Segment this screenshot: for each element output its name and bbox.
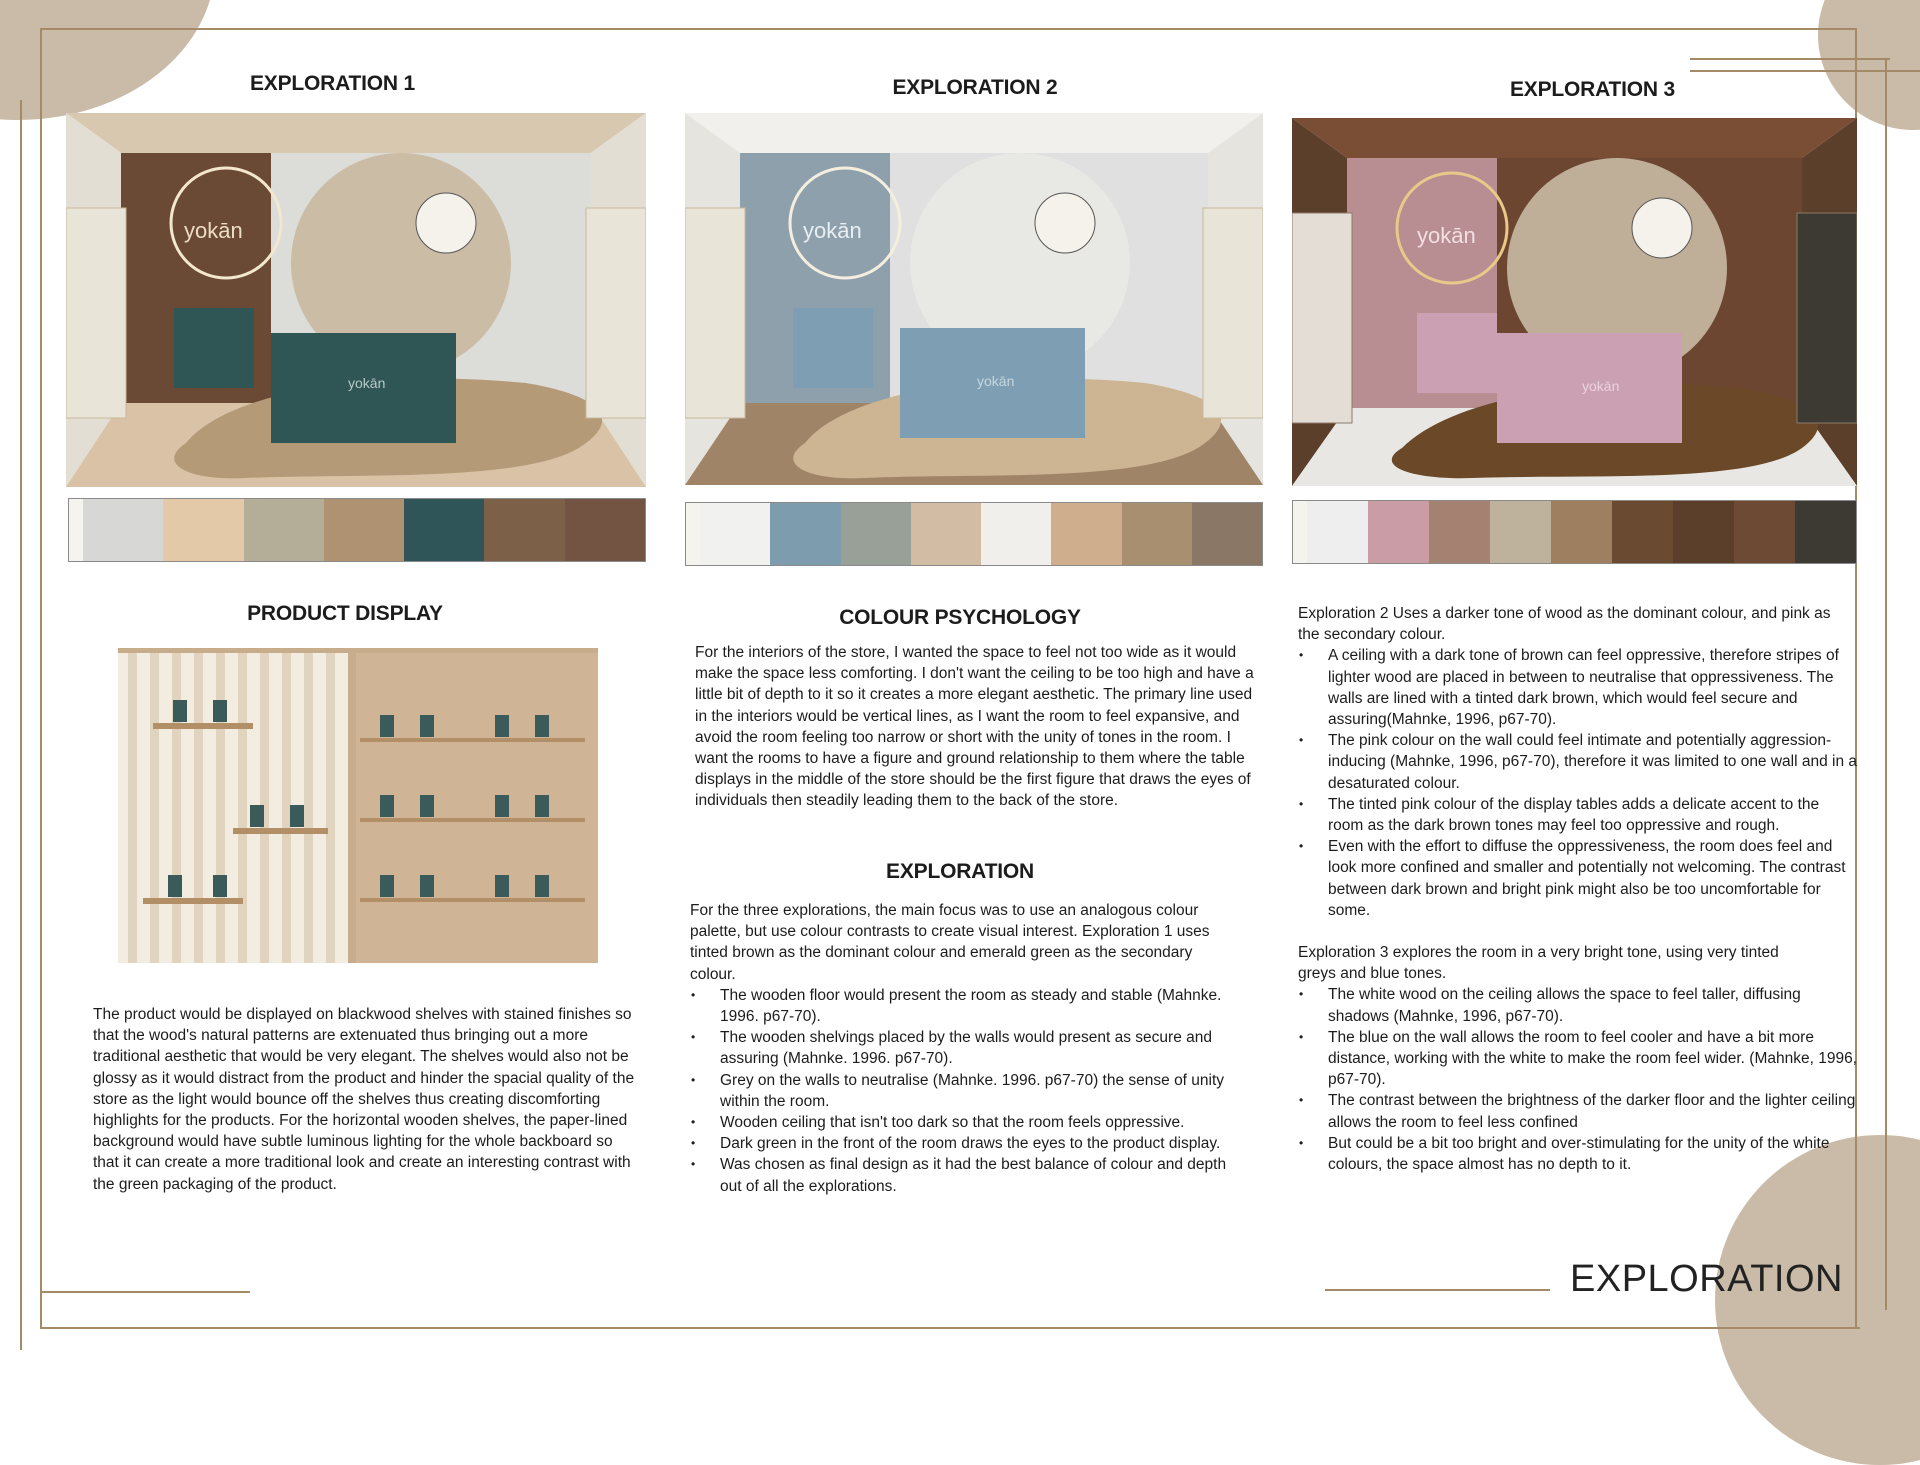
exploration-1-palette-swatch [69, 499, 83, 561]
colour-psychology-title: COLOUR PSYCHOLOGY [839, 606, 1081, 629]
ceiling [1292, 118, 1857, 158]
store-render-1 [66, 113, 646, 487]
wall-brand-text: yokān [803, 218, 862, 243]
exploration-3-palette-swatch [1429, 501, 1490, 563]
store-render-2 [685, 113, 1263, 485]
small-counter [793, 308, 873, 388]
exploration-3-title: EXPLORATION 3 [1509, 78, 1676, 101]
exploration-1-palette-swatch [83, 499, 163, 561]
footer-exploration-title: EXPLORATION [1570, 1258, 1843, 1300]
exploration-2-bullet-item: • The pink colour on the wall could feel intimate and potentially aggression-inducing (Mahnke, 1996, p67-70), therefore it was limited to one wall and in a desaturated colour. [1298, 730, 1858, 794]
counter-brand-text: yokān [977, 373, 1015, 389]
frame-bottom-right-line [1325, 1289, 1550, 1291]
exploration-3-bullet-item: • The contrast between the brightness of the darker floor and the lighter ceiling allows the room to feel less confined [1298, 1090, 1858, 1132]
exploration-3-palette-swatch [1293, 501, 1307, 563]
exploration-bullet-list [690, 985, 1250, 1197]
exploration-3-palette-swatch [1612, 501, 1673, 563]
exploration-3-palette-swatch [1551, 501, 1612, 563]
product-display-title: PRODUCT DISPLAY [247, 602, 443, 625]
exploration-intro: For the three explorations, the main focus was to use an analogous colour palette, but use colour contrasts to create visual interest. Exploration 1 uses tinted brown as the dominant colour and emerald green as the secondary colour. [690, 902, 1210, 983]
store-render-3 [1292, 118, 1857, 486]
exploration-3-palette-swatch [1490, 501, 1551, 563]
exploration-2-palette-swatch [1051, 503, 1121, 565]
frame-left-line [40, 28, 42, 1328]
exploration-bullet-item: • The wooden floor would present the room as steady and stable (Mahnke. 1996. p67-70). [690, 985, 1250, 1027]
exploration-3-bullet-item: • But could be a bit too bright and over-stimulating for the unity of the white colours, the space almost has no depth to it. [1298, 1133, 1858, 1175]
exploration-2-render [685, 113, 1263, 485]
ceiling [66, 113, 646, 153]
exploration-3-palette-swatch [1307, 501, 1368, 563]
left-shelf [66, 208, 126, 418]
exploration-1-palette-swatch [324, 499, 404, 561]
exploration-bullet-item: • Dark green in the front of the room draws the eyes to the product display. [690, 1133, 1250, 1154]
exploration-2-bullet-item: • Even with the effort to diffuse the oppressiveness, the room does feel and look more confined and smaller and potentially not welcoming. The contrast between dark brown and bright pink might also be too uncomfortable for some. [1298, 836, 1858, 921]
exploration-bullet-item: • The wooden shelvings placed by the walls would present as secure and assuring (Mahnke. 1996. p67-70). [690, 1027, 1250, 1069]
exploration-2-colour-palette [685, 502, 1263, 566]
exploration-2-palette-swatch [1192, 503, 1262, 565]
exploration-1-render [66, 113, 646, 487]
exploration-section-title: EXPLORATION [886, 860, 1034, 883]
small-counter [174, 308, 254, 388]
wall-brand-text: yokān [1417, 223, 1476, 248]
frame-top-line-2 [1690, 58, 1890, 60]
exploration-2-palette-swatch [841, 503, 911, 565]
exploration-2-intro: Exploration 2 Uses a darker tone of wood as the dominant colour, and pink as the secondary colour. [1298, 605, 1831, 644]
exploration-2-title: EXPLORATION 2 [892, 76, 1058, 99]
frame-top-line [40, 28, 1855, 30]
counter-brand-text: yokān [348, 375, 386, 391]
exploration-2-palette-swatch [770, 503, 840, 565]
exploration-3-palette-swatch [1734, 501, 1795, 563]
display-ornament [1632, 198, 1692, 258]
exploration-3-intro: Exploration 3 explores the room in a very bright tone, using very tinted greys and blue tones. [1298, 944, 1779, 983]
exploration-bullet-item: • Wooden ceiling that isn't too dark so that the room feels oppressive. [690, 1112, 1250, 1133]
exploration-2-bullet-item: • The tinted pink colour of the display tables adds a delicate accent to the room as the dark brown tones may feel too oppressive and rough. [1298, 794, 1858, 836]
exploration-1-palette-swatch [404, 499, 484, 561]
left-shelf [685, 208, 745, 418]
exploration-bullet-item: • Grey on the walls to neutralise (Mahnke. 1996. p67-70) the sense of unity within the room. [690, 1070, 1250, 1112]
frame-bottom-left-line [40, 1291, 250, 1293]
exploration-1-title: EXPLORATION 1 [249, 72, 416, 95]
counter-brand-text: yokān [1582, 378, 1620, 394]
right-column-text [1298, 603, 1858, 1175]
decor-blob-top-right [1818, 0, 1920, 130]
exploration-3-bullet-item: • The blue on the wall allows the room to feel cooler and have a bit more distance, working with the white to make the room feel wider. (Mahnke, 1996, p67-70). [1298, 1027, 1858, 1091]
display-ornament [1035, 193, 1095, 253]
right-shelf [586, 208, 646, 418]
exploration-bullet-item: • Was chosen as final design as it had the best balance of colour and depth out of all the explorations. [690, 1154, 1250, 1196]
frame-bottom-line [40, 1327, 1860, 1329]
exploration-3-palette-swatch [1795, 501, 1856, 563]
exploration-2-palette-swatch [981, 503, 1051, 565]
exploration-3-render [1292, 118, 1857, 486]
exploration-3-palette-swatch [1673, 501, 1734, 563]
ceiling [685, 113, 1263, 153]
shelf-render [118, 648, 598, 963]
exploration-1-palette-swatch [244, 499, 324, 561]
exploration-3-bullet-list [1298, 984, 1858, 1175]
colour-psychology-text: For the interiors of the store, I wanted the space to feel not too wide as it would make the space less comforting. I don't want the ceiling to be too high and have a little bit of depth to it so it creates a more elegant aesthetic. The primary line used in the interiors would be vertical lines, as I want the room to feel expansive, and avoid the room feeling too narrow or short with the unity of tones in the room. I want the rooms to have a figure and ground relationship to them where the table displays in the middle of the store should be the first figure that draws the eyes of individuals then steadily leading them to the back of the store. [695, 644, 1254, 810]
exploration-2-palette-swatch [700, 503, 770, 565]
exploration-3-palette-swatch [1368, 501, 1429, 563]
right-shelf [1797, 213, 1857, 423]
exploration-3-colour-palette [1292, 500, 1857, 564]
right-shelf [1203, 208, 1263, 418]
exploration-section-body [690, 900, 1250, 1197]
exploration-2-palette-swatch [1122, 503, 1192, 565]
exploration-3-bullet-item: • The white wood on the ceiling allows the space to feel taller, diffusing shadows (Mahnke, 1996, p67-70). [1298, 984, 1858, 1026]
product-display-text: The product would be displayed on blackwood shelves with stained finishes so that the wood's natural patterns are extenuated thus bringing out a more traditional aesthetic that would be very elegant. The shelves would also not be glossy as it would distract from the product and hinder the spacial quality of the store as the light would bounce off the shelves thus creating discomforting highlights for the products. For the horizontal wooden shelves, the paper-lined background would have subtle luminous lighting for the whole backboard so that it can create a more traditional look and create an interesting contrast with the green packaging of the product. [93, 1006, 635, 1193]
frame-left-line-2 [20, 100, 22, 1350]
exploration-2-bullet-list [1298, 645, 1858, 921]
exploration-1-palette-swatch [163, 499, 243, 561]
small-counter [1417, 313, 1497, 393]
display-ornament [416, 193, 476, 253]
exploration-1-palette-swatch [565, 499, 645, 561]
product-display-render [118, 648, 598, 963]
exploration-1-colour-palette [68, 498, 646, 562]
left-shelf [1292, 213, 1352, 423]
exploration-2-bullet-item: • A ceiling with a dark tone of brown can feel oppressive, therefore stripes of lighter wood are placed in between to neutralise that oppressiveness. The walls are lined with a tinted dark brown, which would feel secure and assuring(Mahnke, 1996, p67-70). [1298, 645, 1858, 730]
exploration-2-palette-swatch [686, 503, 700, 565]
frame-right-line-2 [1885, 60, 1887, 1310]
exploration-1-palette-swatch [484, 499, 564, 561]
exploration-2-palette-swatch [911, 503, 981, 565]
decor-blob-top-left [0, 0, 215, 120]
wall-brand-text: yokān [184, 218, 243, 243]
